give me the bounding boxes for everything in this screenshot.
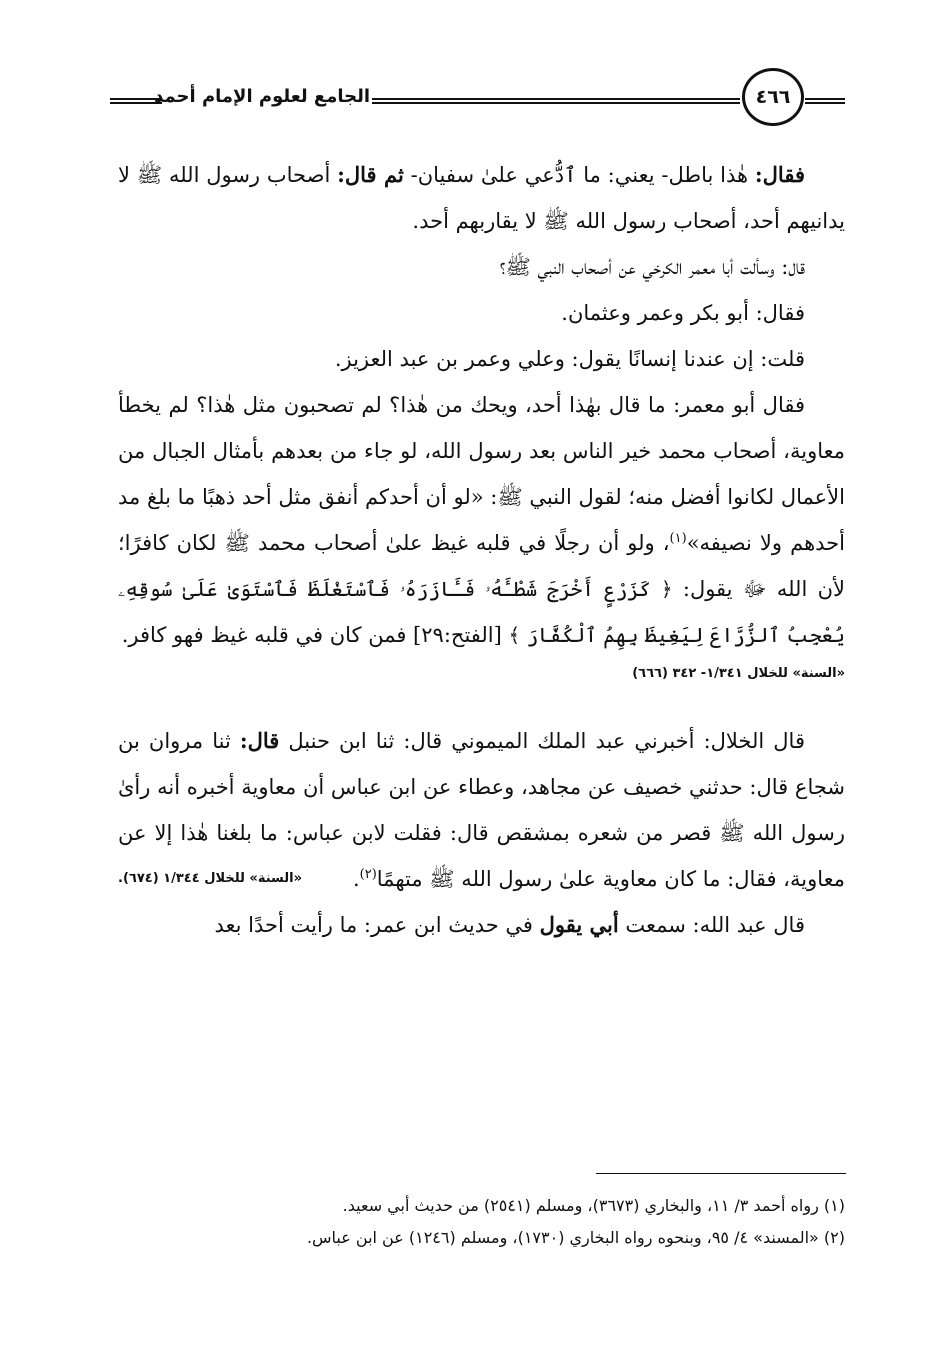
footnote-ref-1: (١) (669, 531, 687, 546)
source-citation-2: «السنة» للخلال ١/٣٤٤ (٦٧٤). (118, 871, 302, 886)
footnote-separator (596, 1173, 846, 1174)
header-rule-left (110, 98, 162, 104)
main-text (118, 152, 845, 948)
page-number: ٤٦٦ (755, 86, 791, 108)
paragraph-7: قال عبد الله: سمعت أبي يقول في حديث ابن عمر: ما رأيت أحدًا بعد (214, 912, 805, 937)
paragraph-4: قلت: إن عندنا إنسانًا يقول: وعلي وعمر بن عبد العزيز. (334, 347, 805, 371)
header-rule-right (805, 98, 845, 104)
footnote-ref-2: (٢) (359, 867, 377, 882)
paragraph-5: فقال أبو معمر: ما قال بهٰذا أحد، ويحك من هٰذا؟ لم تصحبون مثل هٰذا؟ لم يخطأ معاوية، أصحاب محمد خير الناس بعد رسول الله، لو جاء من بعدهم بأمثال الجبال من الأعمال لكانوا أفضل منه؛ لقول النبي ﷺ: «لو أن أحدكم أنفق مثل أحد ذهبًا ما بلغ مد أحدهم ولا نصيفه»$^{(١)}$، ولو أن رجلًا في قلبه غيظ علىٰ أصحاب محمد ﷺ لكان كافرًا؛ لأن الله ﷻ يقول: ﴿ كَزَرْعٍ أَخْرَجَ شَطْـَٔهُۥ فَـَٔازَرَهُۥ فَٱسْتَغْلَظَ فَٱسْتَوَىٰ عَلَىٰ سُوقِهِۦ يُعْجِبُ ٱلزُّرَّاعَ لِيَغِيظَ بِهِمُ ٱلْكُفَّارَ ﴾ [الفتح:٢٩] فمن كان في قلبه غيظ فهو كافر. (118, 393, 845, 647)
paragraph-6: قال الخلال: أخبرني عبد الملك الميموني قال: ثنا ابن حنبل قال: ثنا مروان بن شجاع قال: حدثني خصيف عن مجاهد، وعطاء عن ابن عباس أن معاوية أخبره أنه رأىٰ رسول الله ﷺ قصر من شعره بمشقص قال: فقلت لابن عباس: ما بلغنا هٰذا إلا عن معاوية، فقال: ما كان معاوية علىٰ رسول الله ﷺ متهمًا$^{(٢)}$. «السنة» للخلال ١/٣٤٤ (٦٧٤). (118, 718, 845, 902)
quran-verse: ﴿ كَزَرْعٍ أَخْرَجَ شَطْـَٔهُۥ فَـَٔازَرَهُۥ فَٱسْتَغْلَظَ فَٱسْتَوَىٰ عَلَىٰ سُوقِهِۦ يُعْجِبُ ٱلزُّرَّاعَ لِيَغِيظَ بِهِمُ ٱلْكُفَّارَ ﴾ (118, 577, 845, 647)
header-rule-middle (372, 98, 740, 104)
page-number-badge (742, 68, 804, 126)
page-header (110, 68, 845, 138)
footnote-1: (١) رواه أحمد ٣/ ١١، والبخاري (٣٦٧٣)، ومسلم (٢٥٤١) من حديث أبي سعيد. (342, 1196, 845, 1215)
source-citation-1: «السنة» للخلال ١/٣٤١- ٣٤٢ (٦٦٦) (632, 666, 845, 681)
footnote-2: (٢) «المسند» ٤/ ٩٥، وبنحوه رواه البخاري (١٧٣٠)، ومسلم (١٢٤٦) عن ابن عباس. (306, 1228, 845, 1247)
running-title: الجامع لعلوم الإمام أحمد (154, 86, 370, 107)
paragraph-1: فقال: هٰذا باطل- يعني: ما ٱدُّعي علىٰ سفيان- ثم قال: أصحاب رسول الله ﷺ لا يدانيهم أحد، أصحاب رسول الله ﷺ لا يقاربهم أحد. (118, 162, 845, 233)
footnotes (118, 1190, 845, 1254)
paragraph-2: قال: وسألت أبا معمر الكرخي عن أصحاب النبي ﷺ؟ (499, 255, 805, 279)
paragraph-3: فقال: أبو بكر وعمر وعثمان. (561, 301, 805, 325)
